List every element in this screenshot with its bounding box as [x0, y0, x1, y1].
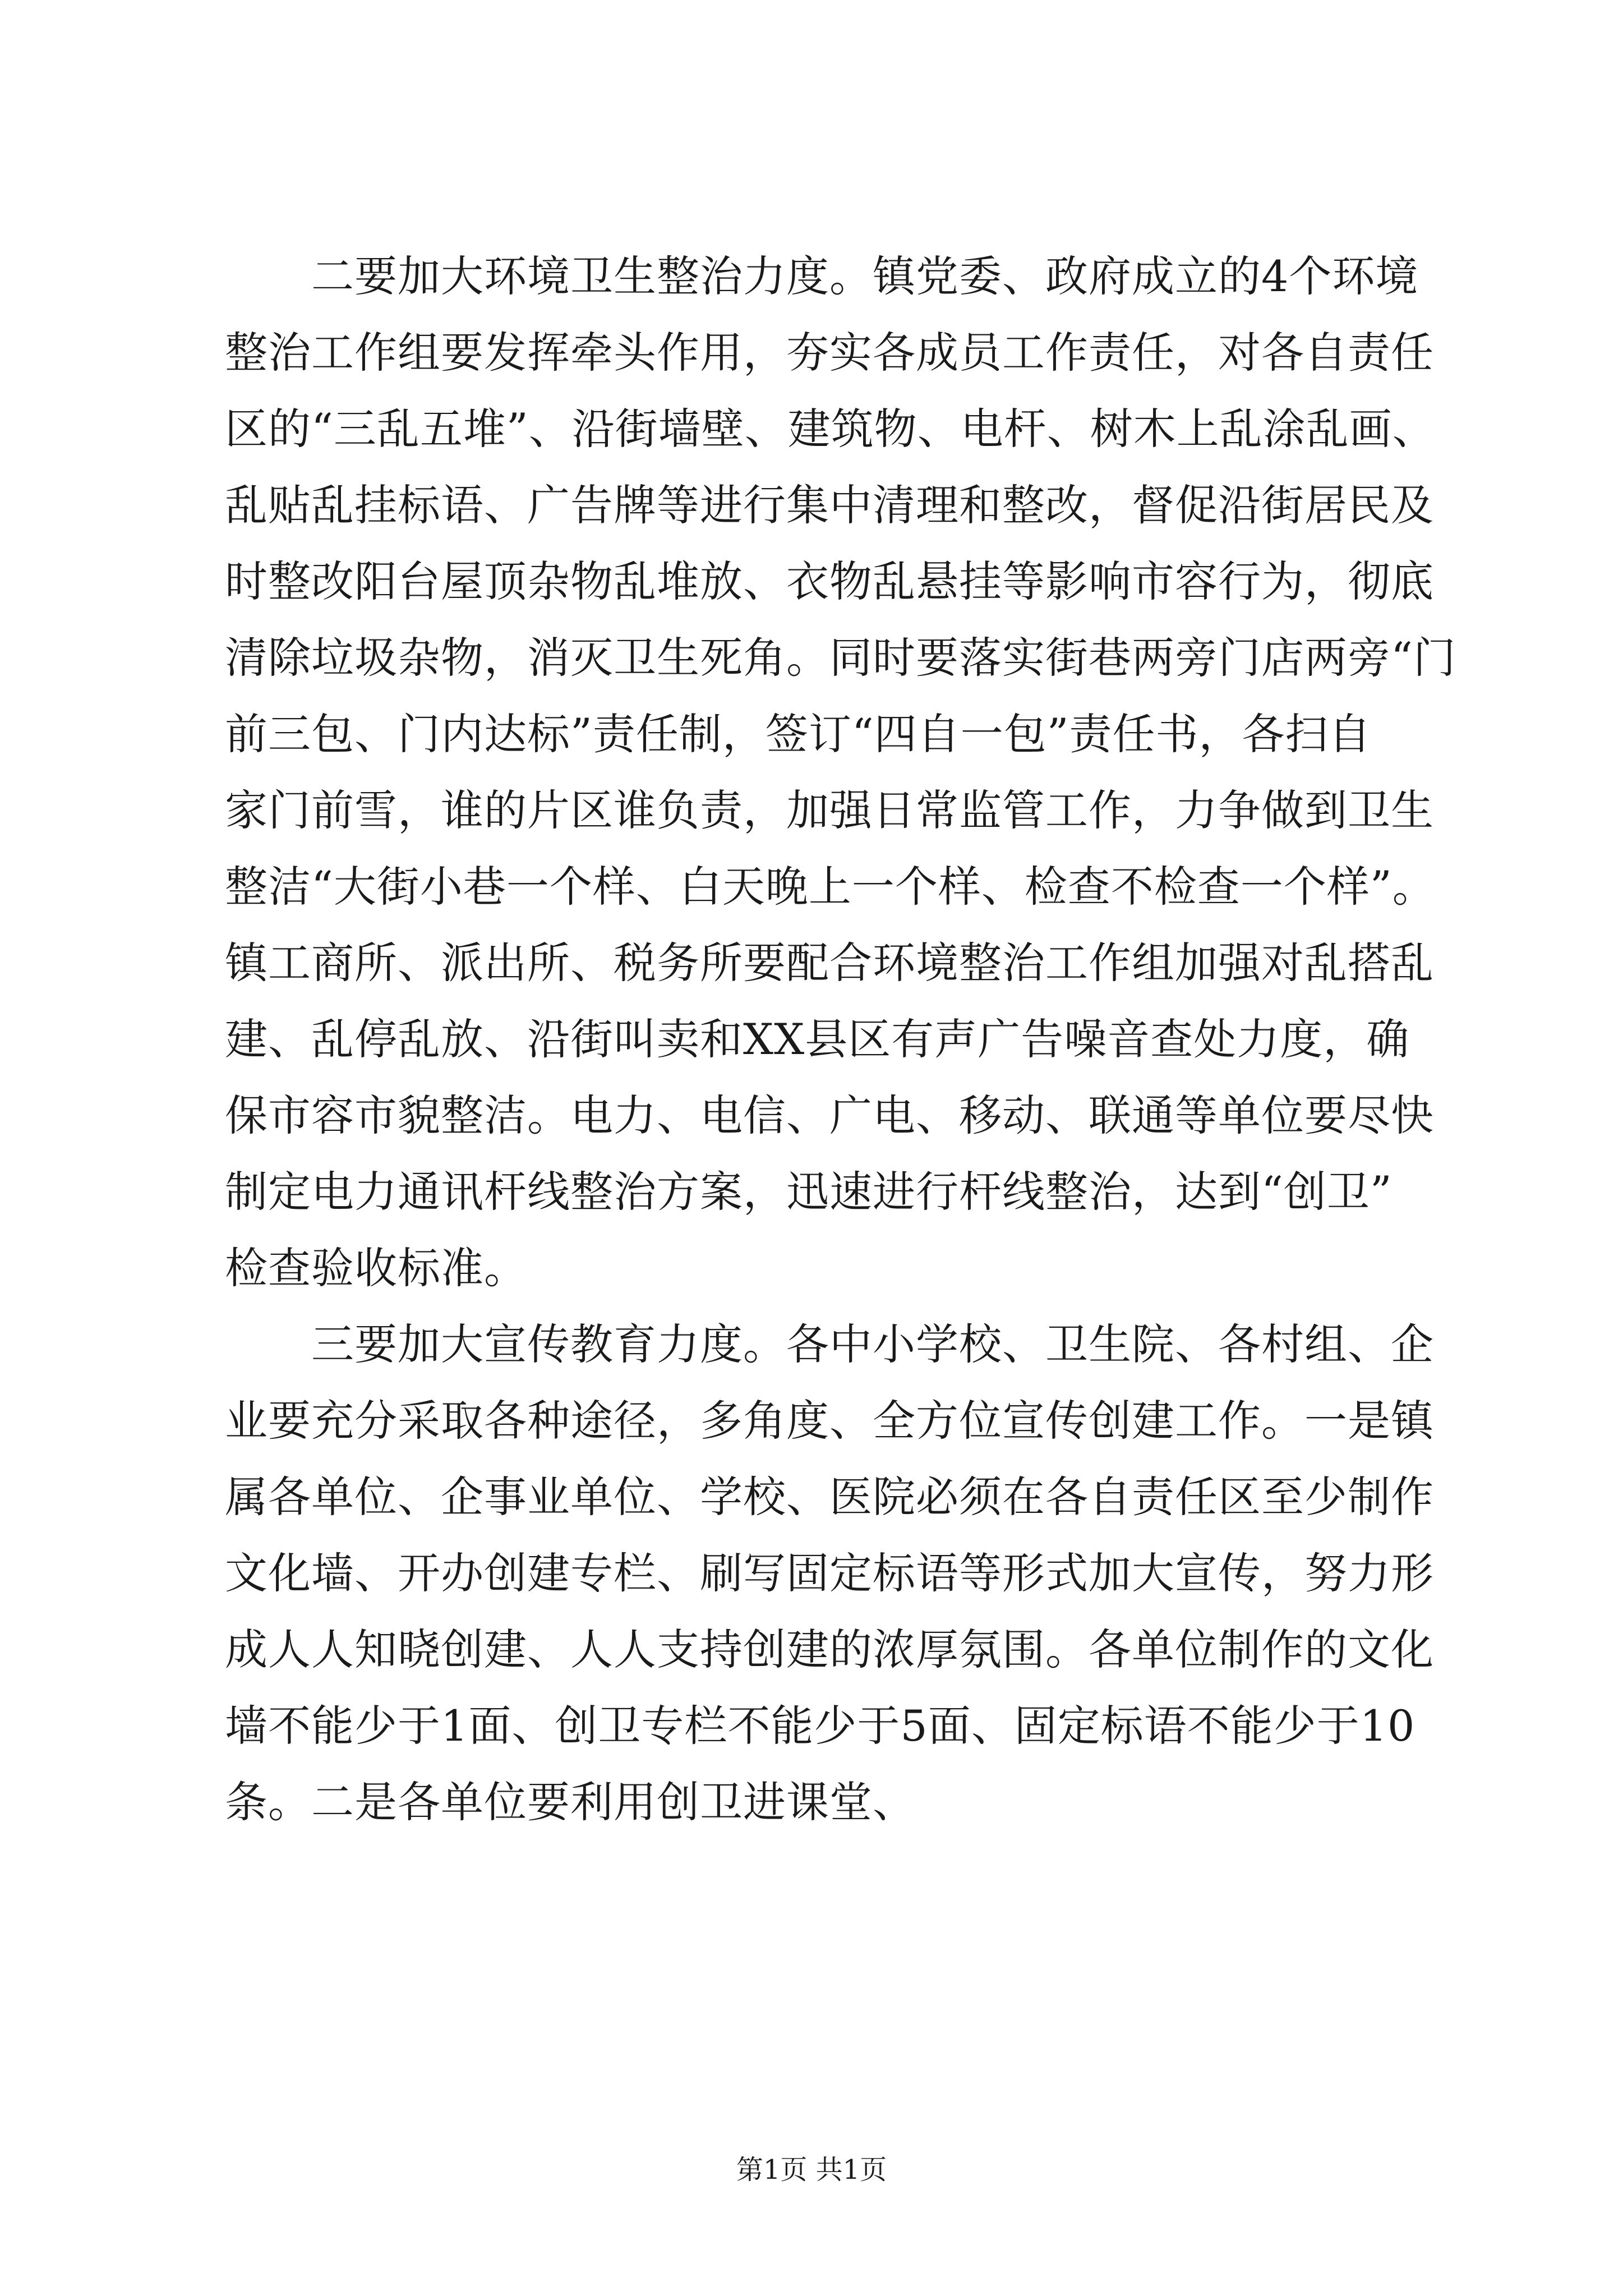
text-line: 文化墙、开办创建专栏、刷写固定标语等形式加大宣传，努力形: [225, 1548, 1434, 1598]
text-line: 墙不能少于1面、创卫专栏不能少于5面、固定标语不能少于10: [225, 1701, 1415, 1751]
text-line: 成人人知晓创建、人人支持创建的浓厚氛围。各单位制作的文化: [225, 1625, 1434, 1674]
text-line: 条。二是各单位要利用创卫进课堂、: [225, 1777, 916, 1827]
text-line: 制定电力通讯杆线整治方案，迅速进行杆线整治，达到“创卫”: [225, 1167, 1393, 1217]
text-line: 镇工商所、派出所、税务所要配合环境整治工作组加强对乱搭乱: [225, 938, 1434, 988]
text-line: 清除垃圾杂物，消灭卫生死角。同时要落实街巷两旁门店两旁“门: [225, 633, 1456, 683]
text-line: 二要加大环境卫生整治力度。镇党委、政府成立的4个环境: [225, 251, 1419, 301]
text-line: 整治工作组要发挥牵头作用，夯实各成员工作责任，对各自责任: [225, 328, 1434, 378]
text-line: 保市容市貌整洁。电力、电信、广电、移动、联通等单位要尽快: [225, 1091, 1434, 1140]
text-line: 检查验收标准。: [225, 1243, 527, 1293]
text-line: 前三包、门内达标”责任制，签订“四自一包”责任书，各扫自: [225, 709, 1372, 759]
text-line: 业要充分采取各种途径，多角度、全方位宣传创建工作。一是镇: [225, 1396, 1434, 1446]
text-line: 乱贴乱挂标语、广告牌等进行集中清理和整改，督促沿街居民及: [225, 480, 1434, 530]
text-line: 三要加大宣传教育力度。各中小学校、卫生院、各村组、企: [225, 1319, 1434, 1369]
page-footer: 第1页 共1页: [736, 2154, 887, 2185]
body-text: [225, 238, 1456, 1841]
text-line: 家门前雪，谁的片区谁负责，加强日常监管工作，力争做到卫生: [225, 785, 1434, 835]
text-line: 属各单位、企事业单位、学校、医院必须在各自责任区至少制作: [225, 1472, 1434, 1522]
text-line: 时整改阳台屋顶杂物乱堆放、衣物乱悬挂等影响市容行为，彻底: [225, 556, 1434, 606]
text-line: 建、乱停乱放、沿街叫卖和XX县区有声广告噪音查处力度，确: [225, 1014, 1410, 1064]
text-line: 区的“三乱五堆”、沿街墙壁、建筑物、电杆、树木上乱涂乱画、: [225, 404, 1436, 454]
text-line: 整洁“大街小巷一个样、白天晚上一个样、检查不检查一个样”。: [225, 862, 1436, 912]
